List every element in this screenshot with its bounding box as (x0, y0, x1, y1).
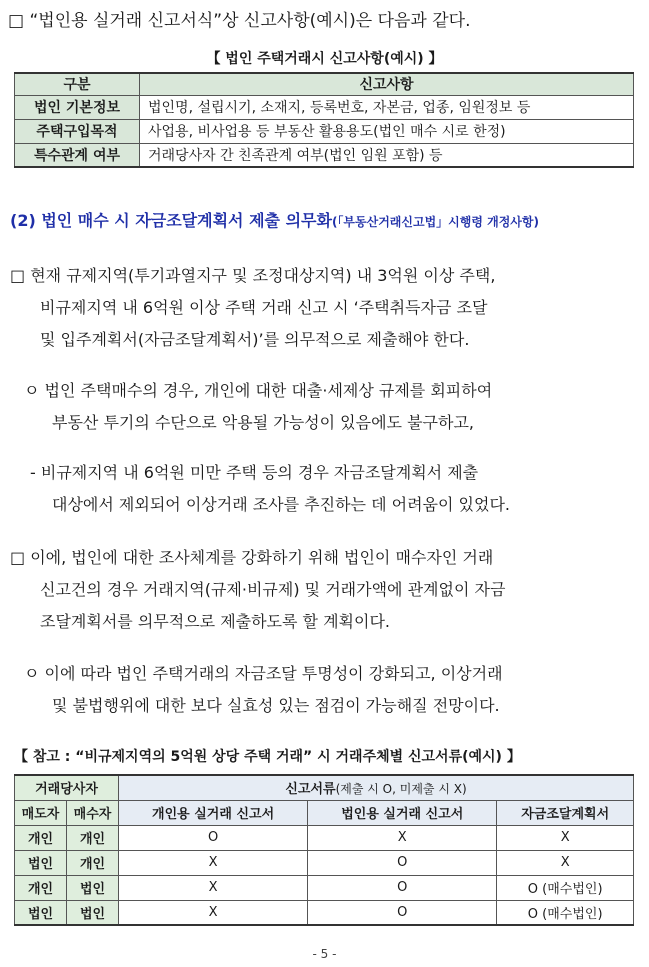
value-cell: O (308, 900, 497, 925)
paragraph-line: 조달계획서를 의무적으로 제출하도록 할 계획이다. (40, 612, 391, 631)
corporate-report-table (14, 72, 634, 168)
table1-title: 【 법인 주택거래시 신고사항(예시) 】 (206, 51, 443, 67)
column-header: 신고사항 (140, 73, 634, 95)
table-row (15, 900, 634, 925)
value-cell: X (119, 850, 308, 875)
section-heading-text: (2) 법인 매수 시 자금조달계획서 제출 의무화 (10, 211, 332, 230)
paragraph-line: 부동산 투기의 수단으로 악용될 가능성이 있음에도 불구하고, (52, 413, 475, 432)
table-row (15, 825, 634, 850)
docs-header-note: (제출 시 O, 미제출 시 X) (335, 782, 467, 797)
buyer-cell: 법인 (67, 875, 119, 900)
row-label: 주택구입목적 (15, 119, 140, 143)
row-content: 법인명, 설립시기, 소재지, 등록번호, 자본금, 업종, 임원정보 등 (140, 95, 634, 119)
paragraph-line: □ 현재 규제지역(투기과열지구 및 조정대상지역) 내 3억원 이상 주택, (10, 266, 496, 285)
buyer-cell: 법인 (67, 900, 119, 925)
section-heading-note: (「부동산거래신고법」시행령 개정사항) (331, 215, 539, 229)
buyer-header: 매수자 (67, 800, 119, 825)
docs-header (119, 775, 634, 800)
page-number: - 5 - (312, 947, 337, 961)
value-cell: X (497, 850, 634, 875)
paragraph-line: 신고건의 경우 거래지역(규제·비규제) 및 거래가액에 관계없이 자금 (40, 580, 506, 599)
table-header-row (15, 775, 634, 800)
column-header: 법인용 실거래 신고서 (308, 800, 497, 825)
table-row (15, 143, 634, 167)
paragraph-line: ㅇ 법인 주택매수의 경우, 개인에 대한 대출·세제상 규제를 회피하여 (24, 381, 493, 400)
table-row (15, 119, 634, 143)
seller-cell: 법인 (15, 900, 67, 925)
column-header: 자금조달계획서 (497, 800, 634, 825)
table-row (15, 850, 634, 875)
value-cell: O (매수법인) (497, 900, 634, 925)
column-header: 구분 (15, 73, 140, 95)
party-header: 거래당사자 (15, 775, 119, 800)
paragraph-line: - 비규제지역 내 6억원 미만 주택 등의 경우 자금조달계획서 제출 (30, 463, 479, 482)
value-cell: O (308, 875, 497, 900)
paragraph-line: 비규제지역 내 6억원 이상 주택 거래 신고 시 ‘주택취득자금 조달 (40, 298, 488, 317)
seller-cell: 개인 (15, 825, 67, 850)
value-cell: X (119, 875, 308, 900)
value-cell: O (308, 850, 497, 875)
table2-title: 【 참고 : “비규제지역의 5억원 상당 주택 거래” 시 거래주체별 신고서류(예시) 】 (14, 749, 521, 765)
seller-header: 매도자 (15, 800, 67, 825)
report-documents-table (14, 774, 634, 926)
row-content: 거래당사자 간 친족관계 여부(법인 임원 포함) 등 (140, 143, 634, 167)
value-cell: X (497, 825, 634, 850)
table-header-row (15, 800, 634, 825)
seller-cell: 법인 (15, 850, 67, 875)
paragraph-line: 및 입주계획서(자금조달계획서)’를 의무적으로 제출해야 한다. (40, 330, 470, 349)
table-row (15, 875, 634, 900)
buyer-cell: 개인 (67, 825, 119, 850)
paragraph-line: □ 이에, 법인에 대한 조사체계를 강화하기 위해 법인이 매수자인 거래 (10, 548, 494, 567)
table-row (15, 95, 634, 119)
value-cell: X (119, 900, 308, 925)
column-header: 개인용 실거래 신고서 (119, 800, 308, 825)
table-header-row (15, 73, 634, 95)
docs-header-label: 신고서류 (285, 782, 336, 798)
row-label: 특수관계 여부 (15, 143, 140, 167)
seller-cell: 개인 (15, 875, 67, 900)
value-cell: X (308, 825, 497, 850)
paragraph-line: 및 불법행위에 대한 보다 실효성 있는 점검이 가능해질 전망이다. (52, 696, 500, 715)
value-cell: O (119, 825, 308, 850)
paragraph-line: ㅇ 이에 따라 법인 주택거래의 자금조달 투명성이 강화되고, 이상거래 (24, 664, 503, 683)
section-heading (10, 208, 539, 231)
paragraph-line: 대상에서 제외되어 이상거래 조사를 추진하는 데 어려움이 있었다. (52, 495, 511, 514)
intro-text: □ “법인용 실거래 신고서식”상 신고사항(예시)은 다음과 같다. (8, 11, 471, 31)
row-label: 법인 기본정보 (15, 95, 140, 119)
buyer-cell: 개인 (67, 850, 119, 875)
value-cell: O (매수법인) (497, 875, 634, 900)
row-content: 사업용, 비사업용 등 부동산 활용용도(법인 매수 시로 한정) (140, 119, 634, 143)
